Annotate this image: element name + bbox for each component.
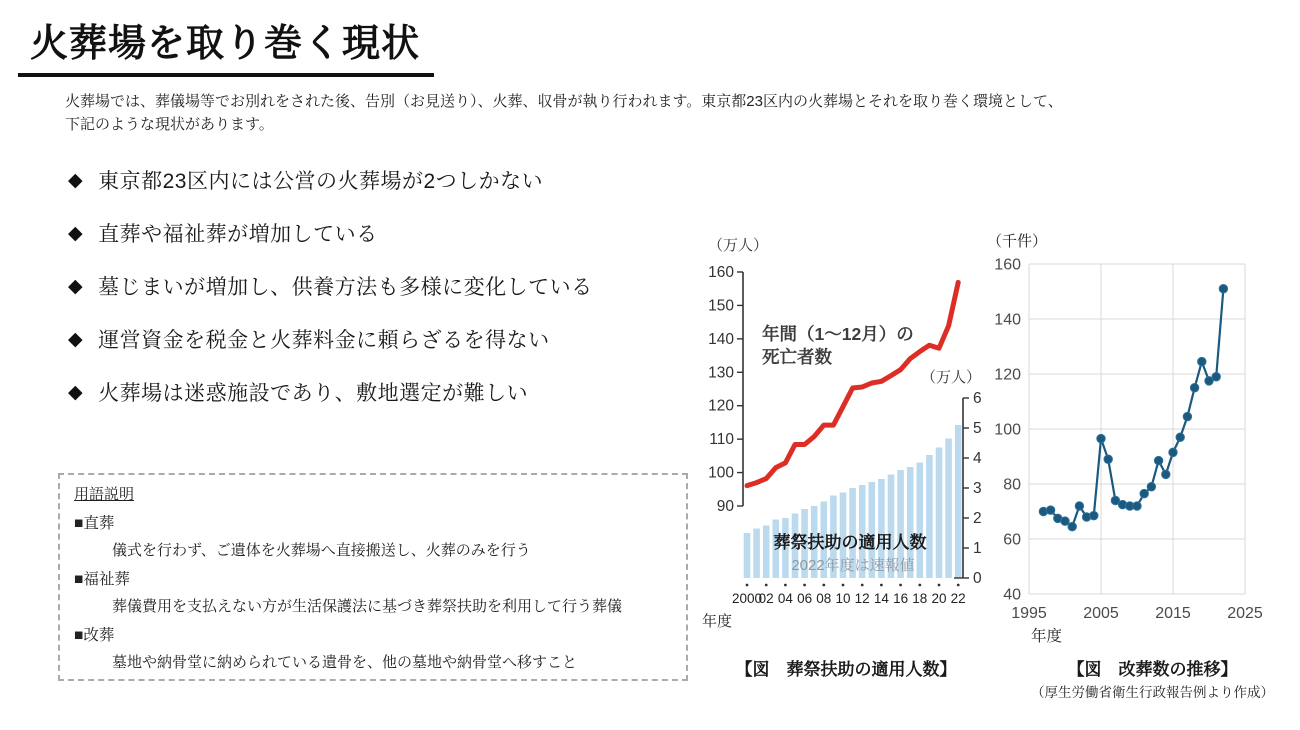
diamond-bullet-icon: ◆ [68,222,84,244]
glossary-entries [74,511,672,672]
diamond-bullet-icon: ◆ [68,328,84,350]
svg-text:年度: 年度 [702,613,733,630]
glossary-definition-2: 葬儀費用を支払えない方が生活保護法に基づき葬祭扶助を利用して行う葬儀 [112,598,623,615]
bullet-text: 墓じまいが増加し、供養方法も多様に変化している [98,276,593,299]
svg-text:5: 5 [973,420,982,437]
glossary-term-3: ■改葬 [74,627,115,644]
svg-text:02: 02 [758,591,774,606]
svg-text:130: 130 [708,364,734,382]
svg-text:22: 22 [950,591,966,606]
svg-text:（万人）: （万人） [921,369,982,386]
svg-text:16: 16 [893,591,909,606]
svg-text:2022年度は速報値: 2022年度は速報値 [791,557,915,574]
svg-text:1995: 1995 [1011,605,1047,622]
bullet-item-3 [68,271,688,301]
page-title: 火葬場を取り巻く現状 [18,12,434,77]
svg-text:120: 120 [994,366,1021,384]
bullet-item-1 [68,165,688,195]
svg-text:150: 150 [708,297,734,315]
bullet-item-5 [68,377,688,407]
svg-text:06: 06 [797,591,813,606]
svg-text:110: 110 [709,431,734,449]
svg-text:（万人）: （万人） [708,237,769,254]
reburial-source: （厚生労働省衛生行政報告例より作成） [1031,685,1274,700]
svg-text:20: 20 [931,591,947,606]
reburial-caption: 【図 改葬数の推移】 [1067,660,1238,679]
diamond-bullet-icon: ◆ [68,381,84,403]
svg-text:死亡者数: 死亡者数 [762,347,832,367]
svg-text:10: 10 [835,591,851,606]
svg-text:2005: 2005 [1083,605,1119,622]
diamond-bullet-icon: ◆ [68,169,84,191]
svg-text:120: 120 [708,397,734,415]
svg-text:90: 90 [716,498,734,515]
svg-text:6: 6 [973,390,982,407]
svg-text:140: 140 [708,330,734,348]
glossary-definition-1: 儀式を行わず、ご遺体を火葬場へ直接搬送し、火葬のみを行う [112,542,531,559]
glossary-definition-3: 墓地や納骨堂に納められている遺骨を、他の墓地や納骨堂へ移すこと [112,654,578,671]
svg-text:12: 12 [854,591,870,606]
svg-text:100: 100 [708,464,734,482]
svg-text:2000: 2000 [731,591,763,606]
svg-text:160: 160 [994,256,1021,274]
funeral-assistance-chart [700,230,992,642]
svg-text:葬祭扶助の適用人数: 葬祭扶助の適用人数 [773,533,927,552]
bullet-text: 運営資金を税金と火葬料金に頼らざるを得ない [98,329,550,352]
glossary-box [58,473,688,681]
svg-text:14: 14 [873,591,889,606]
svg-text:140: 140 [994,311,1021,329]
intro-paragraph [65,90,1245,137]
glossary-heading: 用語説明 [74,486,135,503]
diamond-bullet-icon: ◆ [68,275,84,297]
bullet-text: 東京都23区内には公営の火葬場が2つしかない [98,170,544,193]
svg-text:60: 60 [1003,531,1021,549]
svg-text:2015: 2015 [1155,605,1191,622]
svg-text:04: 04 [777,591,793,606]
funeral-assistance-caption: 【図 葬祭扶助の適用人数】 [735,660,957,679]
svg-text:40: 40 [1003,586,1021,604]
glossary-term-1: ■直葬 [74,515,115,532]
svg-text:（千件）: （千件） [987,233,1048,250]
bullet-list [68,165,688,430]
reburial-chart [985,230,1300,650]
svg-text:年間（1～12月）の: 年間（1～12月）の [762,324,914,344]
svg-text:3: 3 [973,480,982,497]
svg-text:80: 80 [1003,476,1021,494]
svg-text:160: 160 [708,263,734,281]
svg-text:1: 1 [973,540,982,557]
svg-text:2: 2 [973,510,982,527]
svg-text:2025: 2025 [1227,605,1263,622]
glossary-term-2: ■福祉葬 [74,571,130,588]
intro-line-2: 下記のような現状があります。 [65,116,274,134]
svg-text:年度: 年度 [1031,628,1063,645]
bullet-item-4 [68,324,688,354]
svg-text:18: 18 [912,591,928,606]
svg-text:4: 4 [973,450,982,467]
bullet-item-2 [68,218,688,248]
intro-line-1: 火葬場では、葬儀場等でお別れをされた後、告別（お見送り）、火葬、収骨が執り行われます。東京都23区内の火葬場とそれを取り巻く環境として、 [65,93,1063,110]
svg-text:08: 08 [816,591,832,606]
svg-text:0: 0 [973,570,982,587]
bullet-text: 火葬場は迷惑施設であり、敷地選定が難しい [98,382,529,405]
svg-text:100: 100 [994,421,1021,439]
bullet-text: 直葬や福祉葬が増加している [98,223,378,246]
